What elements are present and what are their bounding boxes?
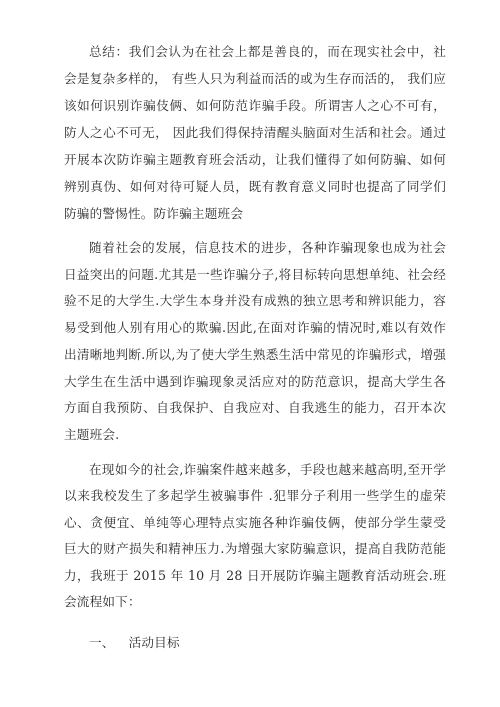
document-body: [64, 38, 446, 656]
section-heading: [64, 630, 446, 656]
section-heading-number: 一、: [89, 634, 115, 650]
background-paragraph: 随着社会的发展，信息技术的进步，各种诈骗现象也成为社会日益突出的问题.尤其是一些诈骗分子,将目标转向思想单纯、社会经验不足的大学生.大学生本身并没有成熟的独立思考和辨识能力，容易受到他人别有用心的欺骗.因此,在面对诈骗的情况时,难以有效作出清晰地判断.所以,为了使大学生熟悉生活中常见的诈骗形式，增强大学生在生活中遇到诈骗现象灵活应对的防范意识，提高大学生各方面自我预防、自我保护、自我应对、自我逃生的能力，召开本次主题班会.: [64, 240, 446, 442]
purpose-paragraph: 在现如今的社会,诈骗案件越来越多，手段也越来越高明,至开学以来我校发生了多起学生被骗事件 .犯罪分子利用一些学生的虚荣心、贪便宜、单纯等心理特点实施各种诈骗伎俩，使部分学生蒙受巨大的财产损失和精神压力.为增强大家防骗意识，提高自我防范能力，我班于 2015 年 10 月 28 日开展防诈骗主题教育活动班会.班会流程如下：: [64, 461, 446, 610]
summary-paragraph: 总结：我们会认为在社会上都是善良的，而在现实社会中，社会是复杂多样的， 有些人只为利益而活的或为生存而活的， 我们应该如何识别诈骗伎俩、如何防范诈骗手段。所谓害人之心不可有，防人之心不可无， 因此我们得保持清醒头脑面对生活和社会。通过开展本次防诈骗主题教育班会活动，让我们懂得了如何防骗、如何辨别真伪、如何对待可疑人员，既有教育意义同时也提高了同学们防骗的警惕性。防诈骗主题班会: [64, 44, 446, 221]
section-heading-title: 活动目标: [128, 634, 180, 650]
